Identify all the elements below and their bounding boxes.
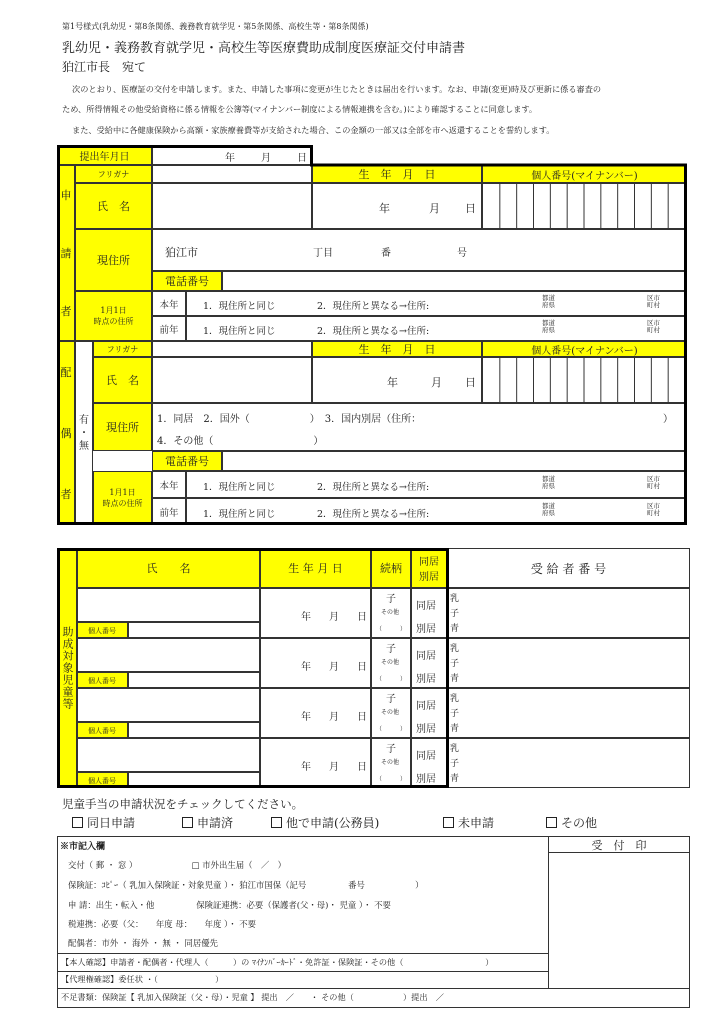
recipient-type-2: 青 [450, 774, 460, 784]
applicant-furigana-label: フリガナ [75, 165, 152, 183]
applicant-phone-label: 電話番号 [152, 271, 222, 291]
allowance-opt-2[interactable]: 申請済 [182, 814, 233, 831]
birth-year-mark: 年 [301, 712, 311, 723]
separate-option[interactable]: 別居 [416, 774, 436, 785]
office-line-2: 保険証：ｺﾋﾟｰ（ 乳加入保険証・対象児童 ）・ 狛江市国保（記号 番号 ） [68, 880, 424, 890]
spouse-address-field[interactable]: 1．同居 2．国外（ ） 3．国内別居（住所： ） 4．その他（ ） [152, 403, 687, 451]
child-cohabit-field[interactable] [411, 688, 447, 738]
birth-day-mark: 日 [357, 712, 367, 723]
spouse-mynumber-boxes[interactable] [482, 357, 687, 403]
relation-other: その他 [381, 659, 400, 666]
office-line-5: 配偶者：市外 ・ 海外 ・ 無 ・ 同居優先 [68, 938, 218, 948]
addressee: 狛江市長 宛て [62, 60, 147, 74]
relation-paren: （ ） [376, 676, 407, 683]
applicant-side-label: 申 請 者 [57, 165, 75, 341]
spouse-phone-field[interactable] [222, 451, 687, 471]
spouse-birth-label: 生 年 月 日 [312, 341, 482, 357]
child-cohabit-field[interactable] [411, 588, 447, 638]
spouse-furigana-label: フリガナ [93, 341, 152, 357]
child-birth-field[interactable] [260, 588, 371, 638]
submit-date-label: 提出年月日 [57, 145, 152, 165]
col-child-relation: 続柄 [371, 548, 411, 588]
applicant-phone-field[interactable] [222, 271, 687, 291]
office-line-1: 交付（ 郵 ・ 窓 ） □ 市外出生届（ ／ ） [68, 860, 287, 870]
birth-month-mark: 月 [329, 662, 339, 673]
spouse-jan1-label: 1月1日 時点の住所 [93, 471, 152, 525]
child-row [57, 688, 690, 738]
office-use-box [57, 836, 690, 1008]
spouse-phone-label: 電話番号 [152, 451, 222, 471]
child-relation-field[interactable] [371, 738, 411, 788]
allowance-prompt: 児童手当の申請状況をチェックしてください。 [62, 797, 304, 811]
spouse-address-label: 現住所 [93, 403, 152, 451]
applicant-jan1-label: 1月1日 時点の住所 [75, 291, 152, 341]
child-relation-field[interactable] [371, 588, 411, 638]
recipient-type-1: 子 [450, 659, 460, 669]
checkbox-icon[interactable] [182, 817, 193, 828]
relation-other: その他 [381, 709, 400, 716]
child-personal-no-field[interactable] [128, 722, 260, 738]
applicant-address-field[interactable]: 狛江市 丁目 番 号 [152, 229, 687, 271]
allowance-opt-5[interactable]: その他 [546, 814, 597, 831]
separate-option[interactable]: 別居 [416, 624, 436, 635]
child-personal-no-field[interactable] [128, 772, 260, 788]
spouse-name-field[interactable] [152, 357, 312, 403]
recipient-type-2: 青 [450, 674, 460, 684]
relation-other: その他 [381, 759, 400, 766]
child-name-field[interactable] [77, 688, 260, 722]
child-recipient-field[interactable] [447, 638, 690, 688]
child-personal-no-label: 個人番号 [77, 722, 128, 738]
submit-date-field[interactable]: 年 月 日 [152, 145, 312, 165]
child-relation-field[interactable] [371, 688, 411, 738]
spouse-lastyear-label: 前年 [152, 498, 186, 525]
cohabit-option[interactable]: 同居 [416, 701, 436, 712]
recipient-type-0: 乳 [450, 594, 460, 604]
applicant-mynumber-boxes[interactable] [482, 183, 687, 229]
children-side-label: 助成対象児童等 [57, 548, 77, 788]
spouse-presence-toggle[interactable]: 有 ・ 無 [75, 341, 93, 525]
applicant-address-label: 現住所 [75, 229, 152, 291]
form-title: 乳幼児・義務教育就学児・高校生等医療費助成制度医療証交付申請書 [62, 41, 466, 56]
consent-line-1: 次のとおり、医療証の交付を申請します。また、申請した事項に変更が生じたときは届出を行います。なお、申請(変更)時及び更新に係る審査の [72, 84, 602, 94]
col-recipient-no: 受 給 者 番 号 [447, 548, 690, 588]
child-row [57, 738, 690, 788]
relation-other: その他 [381, 609, 400, 616]
col-child-name: 氏 名 [77, 548, 260, 588]
applicant-lastyear-field[interactable]: 1．現住所と同じ 2．現住所と異なる→住所: 都道 府県 区市 町村 [186, 316, 687, 341]
child-row [57, 638, 690, 688]
spouse-thisyear-field[interactable]: 1．現住所と同じ 2．現住所と異なる→住所: 都道 府県 区市 町村 [186, 471, 687, 498]
allowance-opt-3[interactable]: 他で申請(公務員) [271, 814, 379, 831]
applicant-name-field[interactable] [152, 183, 312, 229]
checkbox-icon[interactable] [546, 817, 557, 828]
applicant-lastyear-label: 前年 [152, 316, 186, 341]
relation-paren: （ ） [376, 726, 407, 733]
spouse-furigana-field[interactable] [152, 341, 312, 357]
child-personal-no-label: 個人番号 [77, 622, 128, 638]
child-personal-no-label: 個人番号 [77, 772, 128, 788]
spouse-side-label: 配 偶 者 [57, 341, 75, 525]
recipient-type-1: 子 [450, 709, 460, 719]
child-cohabit-field[interactable] [411, 738, 447, 788]
child-recipient-field[interactable] [447, 688, 690, 738]
applicant-section [57, 145, 687, 525]
office-line-3: 申 請：出生・転入・他 保険証連携：必要（保護者(父・母)・ 児童 ）・ 不要 [68, 900, 391, 910]
office-line-4: 税連携：必要（父： 年度 母： 年度 ）・ 不要 [68, 919, 257, 929]
recipient-type-1: 子 [450, 609, 460, 619]
recipient-type-2: 青 [450, 624, 460, 634]
relation-child: 子 [386, 694, 396, 705]
recipient-type-0: 乳 [450, 644, 460, 654]
spouse-birth-field[interactable]: 年 月 日 [312, 357, 482, 403]
child-name-field[interactable] [77, 638, 260, 672]
recipient-type-2: 青 [450, 724, 460, 734]
applicant-mynumber-label: 個人番号(マイナンバー) [482, 165, 687, 183]
form-number: 第1号様式(乳幼児・第8条関係、義務教育就学児・第5条関係、高校生等・第8条関係) [62, 22, 369, 31]
consent-line-2: ため、所得情報その他受給資格に係る情報を公簿等(マイナンバー制度による情報連携を含む。)により確認することに同意します。 [62, 104, 538, 114]
recipient-type-0: 乳 [450, 694, 460, 704]
children-section [57, 548, 690, 788]
child-birth-field[interactable] [260, 738, 371, 788]
birth-month-mark: 月 [329, 712, 339, 723]
child-recipient-field[interactable] [447, 588, 690, 638]
col-child-cohabit: 同居 別居 [411, 548, 447, 588]
relation-child: 子 [386, 594, 396, 605]
spouse-lastyear-field[interactable]: 1．現住所と同じ 2．現住所と異なる→住所: 都道 府県 区市 町村 [186, 498, 687, 525]
applicant-birth-field[interactable]: 年 月 日 [312, 183, 482, 229]
relation-child: 子 [386, 644, 396, 655]
separate-option[interactable]: 別居 [416, 674, 436, 685]
office-use-title: ※市記入欄 [60, 842, 106, 852]
applicant-thisyear-field[interactable]: 1．現住所と同じ 2．現住所と異なる→住所: 都道 府県 区市 町村 [186, 291, 687, 316]
child-recipient-field[interactable] [447, 738, 690, 788]
allowance-opt-1[interactable]: 同日申請 [72, 814, 135, 831]
separate-option[interactable]: 別居 [416, 724, 436, 735]
recipient-type-1: 子 [450, 759, 460, 769]
applicant-thisyear-label: 本年 [152, 291, 186, 316]
col-child-birth: 生 年 月 日 [260, 548, 371, 588]
consent-line-3: また、受給中に各健康保険から高額・家族療養費等が支給された場合、この金額の一部又は全部を市へ返還することを誓約します。 [72, 125, 555, 135]
birth-year-mark: 年 [301, 612, 311, 623]
child-birth-field[interactable] [260, 638, 371, 688]
relation-paren: （ ） [376, 626, 407, 633]
birth-year-mark: 年 [301, 662, 311, 673]
spouse-thisyear-label: 本年 [152, 471, 186, 498]
child-relation-field[interactable] [371, 638, 411, 688]
relation-child: 子 [386, 744, 396, 755]
applicant-furigana-field[interactable] [152, 165, 312, 183]
birth-year-mark: 年 [301, 762, 311, 773]
reception-stamp-label: 受 付 印 [549, 837, 689, 853]
birth-month-mark: 月 [329, 612, 339, 623]
child-personal-no-field[interactable] [128, 672, 260, 688]
child-cohabit-field[interactable] [411, 638, 447, 688]
child-birth-field[interactable] [260, 688, 371, 738]
cohabit-option[interactable]: 同居 [416, 651, 436, 662]
birth-day-mark: 日 [357, 762, 367, 773]
child-name-field[interactable] [77, 738, 260, 772]
recipient-type-0: 乳 [450, 744, 460, 754]
child-name-field[interactable] [77, 588, 260, 622]
child-personal-no-label: 個人番号 [77, 672, 128, 688]
birth-day-mark: 日 [357, 612, 367, 623]
office-line-7: 【代理権確認】委任状 ・（ ） [61, 974, 224, 984]
office-line-8: 不足書類：保険証【 乳加入保険証（父・母）・児童 】 提出 ／ ・ その他（ ）提出 ／ [61, 992, 444, 1002]
birth-day-mark: 日 [357, 662, 367, 673]
child-row [57, 588, 690, 638]
spouse-mynumber-label: 個人番号(マイナンバー) [482, 341, 687, 357]
office-line-6: 【本人確認】申請者・配偶者・代理人（ ）の ﾏｲﾅﾝﾊﾞｰｶｰﾄﾞ・免許証・保険証・その他（ ） [61, 957, 494, 967]
cohabit-option[interactable]: 同居 [416, 751, 436, 762]
relation-paren: （ ） [376, 776, 407, 783]
checkbox-icon[interactable] [271, 817, 282, 828]
checkbox-icon[interactable] [72, 817, 83, 828]
cohabit-option[interactable]: 同居 [416, 601, 436, 612]
spouse-name-label: 氏 名 [93, 357, 152, 403]
reception-stamp-area [548, 837, 689, 988]
applicant-birth-label: 生 年 月 日 [312, 165, 482, 183]
applicant-name-label: 氏 名 [75, 183, 152, 229]
birth-month-mark: 月 [329, 762, 339, 773]
child-personal-no-field[interactable] [128, 622, 260, 638]
allowance-opt-4[interactable]: 未申請 [443, 814, 494, 831]
checkbox-icon[interactable] [443, 817, 454, 828]
